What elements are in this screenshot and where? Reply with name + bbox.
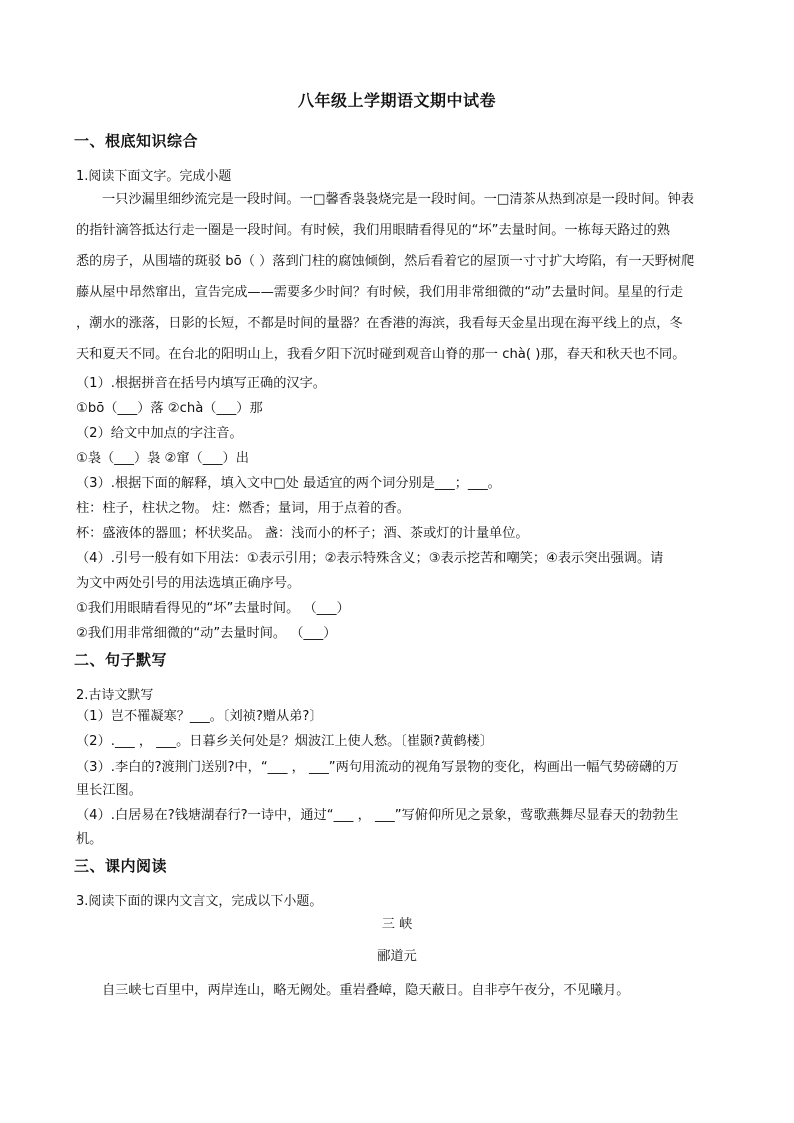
reading-line: 自三峡七百里中，两岸连山，略无阙处。重岩叠嶂，隐天蔽日。自非亭午夜分，不见曦月。	[102, 983, 630, 998]
question-2-prompt: 2.古诗文默写	[76, 688, 154, 703]
section-heading-3: 三、课内阅读	[74, 857, 168, 875]
passage-line: 悉的房子，从围墙的斑驳 bō（ ）落到门柱的腐蚀倾倒，然后看着它的屋顶一寸寸扩大垮陷，有一天野树爬	[76, 254, 695, 269]
passage-line: 藤从屋中昂然窜出，宣告完成——需要多少时间？有时候，我们用非常细微的“动”去量时间。星星的行走	[76, 285, 684, 300]
section-heading-1: 一、根底知识综合	[74, 132, 199, 150]
q1-subquestion-cont: 为文中两处引号的用法选填正确序号。	[76, 576, 301, 591]
q1-answer-blank: ①bō（___）落 ②chà（___）那	[76, 401, 263, 416]
q2-item: （4）.白居易在?钱塘湖春行?一诗中，通过“___ ， ___”写俯仰所见之景象，莺歌燕舞尽显春天的勃勃生	[76, 808, 679, 823]
passage-line: 天和夏天不同。在台北的阳明山上，我看夕阳下沉时碰到观音山脊的那一 chà( )那，春天和秋天也不同。	[76, 347, 686, 362]
q1-definition: 柱：柱子，柱状之物。 炷：燃香；量词，用于点着的香。	[76, 501, 410, 516]
q2-item: （1）岂不罹凝寒？___。〔刘祯?赠从弟?〕	[76, 709, 323, 724]
q1-subquestion: （4）.引号一般有如下用法：①表示引用；②表示特殊含义；③表示挖苦和嘲笑；④表示突出强调。请	[76, 551, 664, 566]
q1-subquestion: （1）.根据拼音在括号内填写正确的汉字。	[76, 376, 326, 391]
question-1-prompt: 1.阅读下面文字。完成小题	[76, 169, 232, 184]
q1-subquestion: （2）给文中加点的字注音。	[76, 426, 243, 441]
page-title: 八年级上学期语文期中试卷	[297, 91, 496, 110]
q1-subquestion: （3）.根据下面的解释，填入文中□处 最适宜的两个词分别是___；___。	[76, 476, 501, 491]
q1-answer-blank: ①我们用眼睛看得见的“坏”去量时间。 （___）	[76, 601, 350, 616]
reading-author: 郦道元	[377, 949, 417, 964]
section-heading-2: 二、句子默写	[74, 651, 168, 669]
q2-item-cont: 机。	[76, 832, 103, 847]
q2-item-cont: 里长江图。	[76, 783, 142, 798]
reading-title: 三 峡	[381, 917, 413, 932]
question-3-prompt: 3.阅读下面的课内文言文，完成以下小题。	[76, 894, 323, 909]
q1-answer-blank: ①袅（___）袅 ②窜（___）出	[76, 451, 249, 466]
q1-definition: 杯：盛液体的器皿；杯状奖品。 盏：浅而小的杯子；酒、茶或灯的计量单位。	[76, 526, 529, 541]
q1-answer-blank: ②我们用非常细微的“动”去量时间。 （___）	[76, 626, 337, 641]
passage-line: 一只沙漏里细纱流完是一段时间。一□馨香袅袅烧完是一段时间。一□清茶从热到凉是一段时间。钟表	[102, 192, 694, 207]
passage-line: 的指针滴答抵达行走一圈是一段时间。有时候，我们用眼睛看得见的“坏”去量时间。一栋每天路过的熟	[76, 223, 670, 238]
q2-item: （2）.___ ， ___。日暮乡关何处是？烟波江上使人愁。〔崔颢?黄鹤楼〕	[76, 734, 493, 749]
q2-item: （3）.李白的?渡荆门送别?中，“___ ， ___”两句用流动的视角写景物的变化，构画出一幅气势磅礴的万	[76, 760, 679, 775]
passage-line: ，潮水的涨落，日影的长短，不都是时间的量器？在香港的海滨，我看每天金星出现在海平线上的点，冬	[76, 316, 683, 331]
